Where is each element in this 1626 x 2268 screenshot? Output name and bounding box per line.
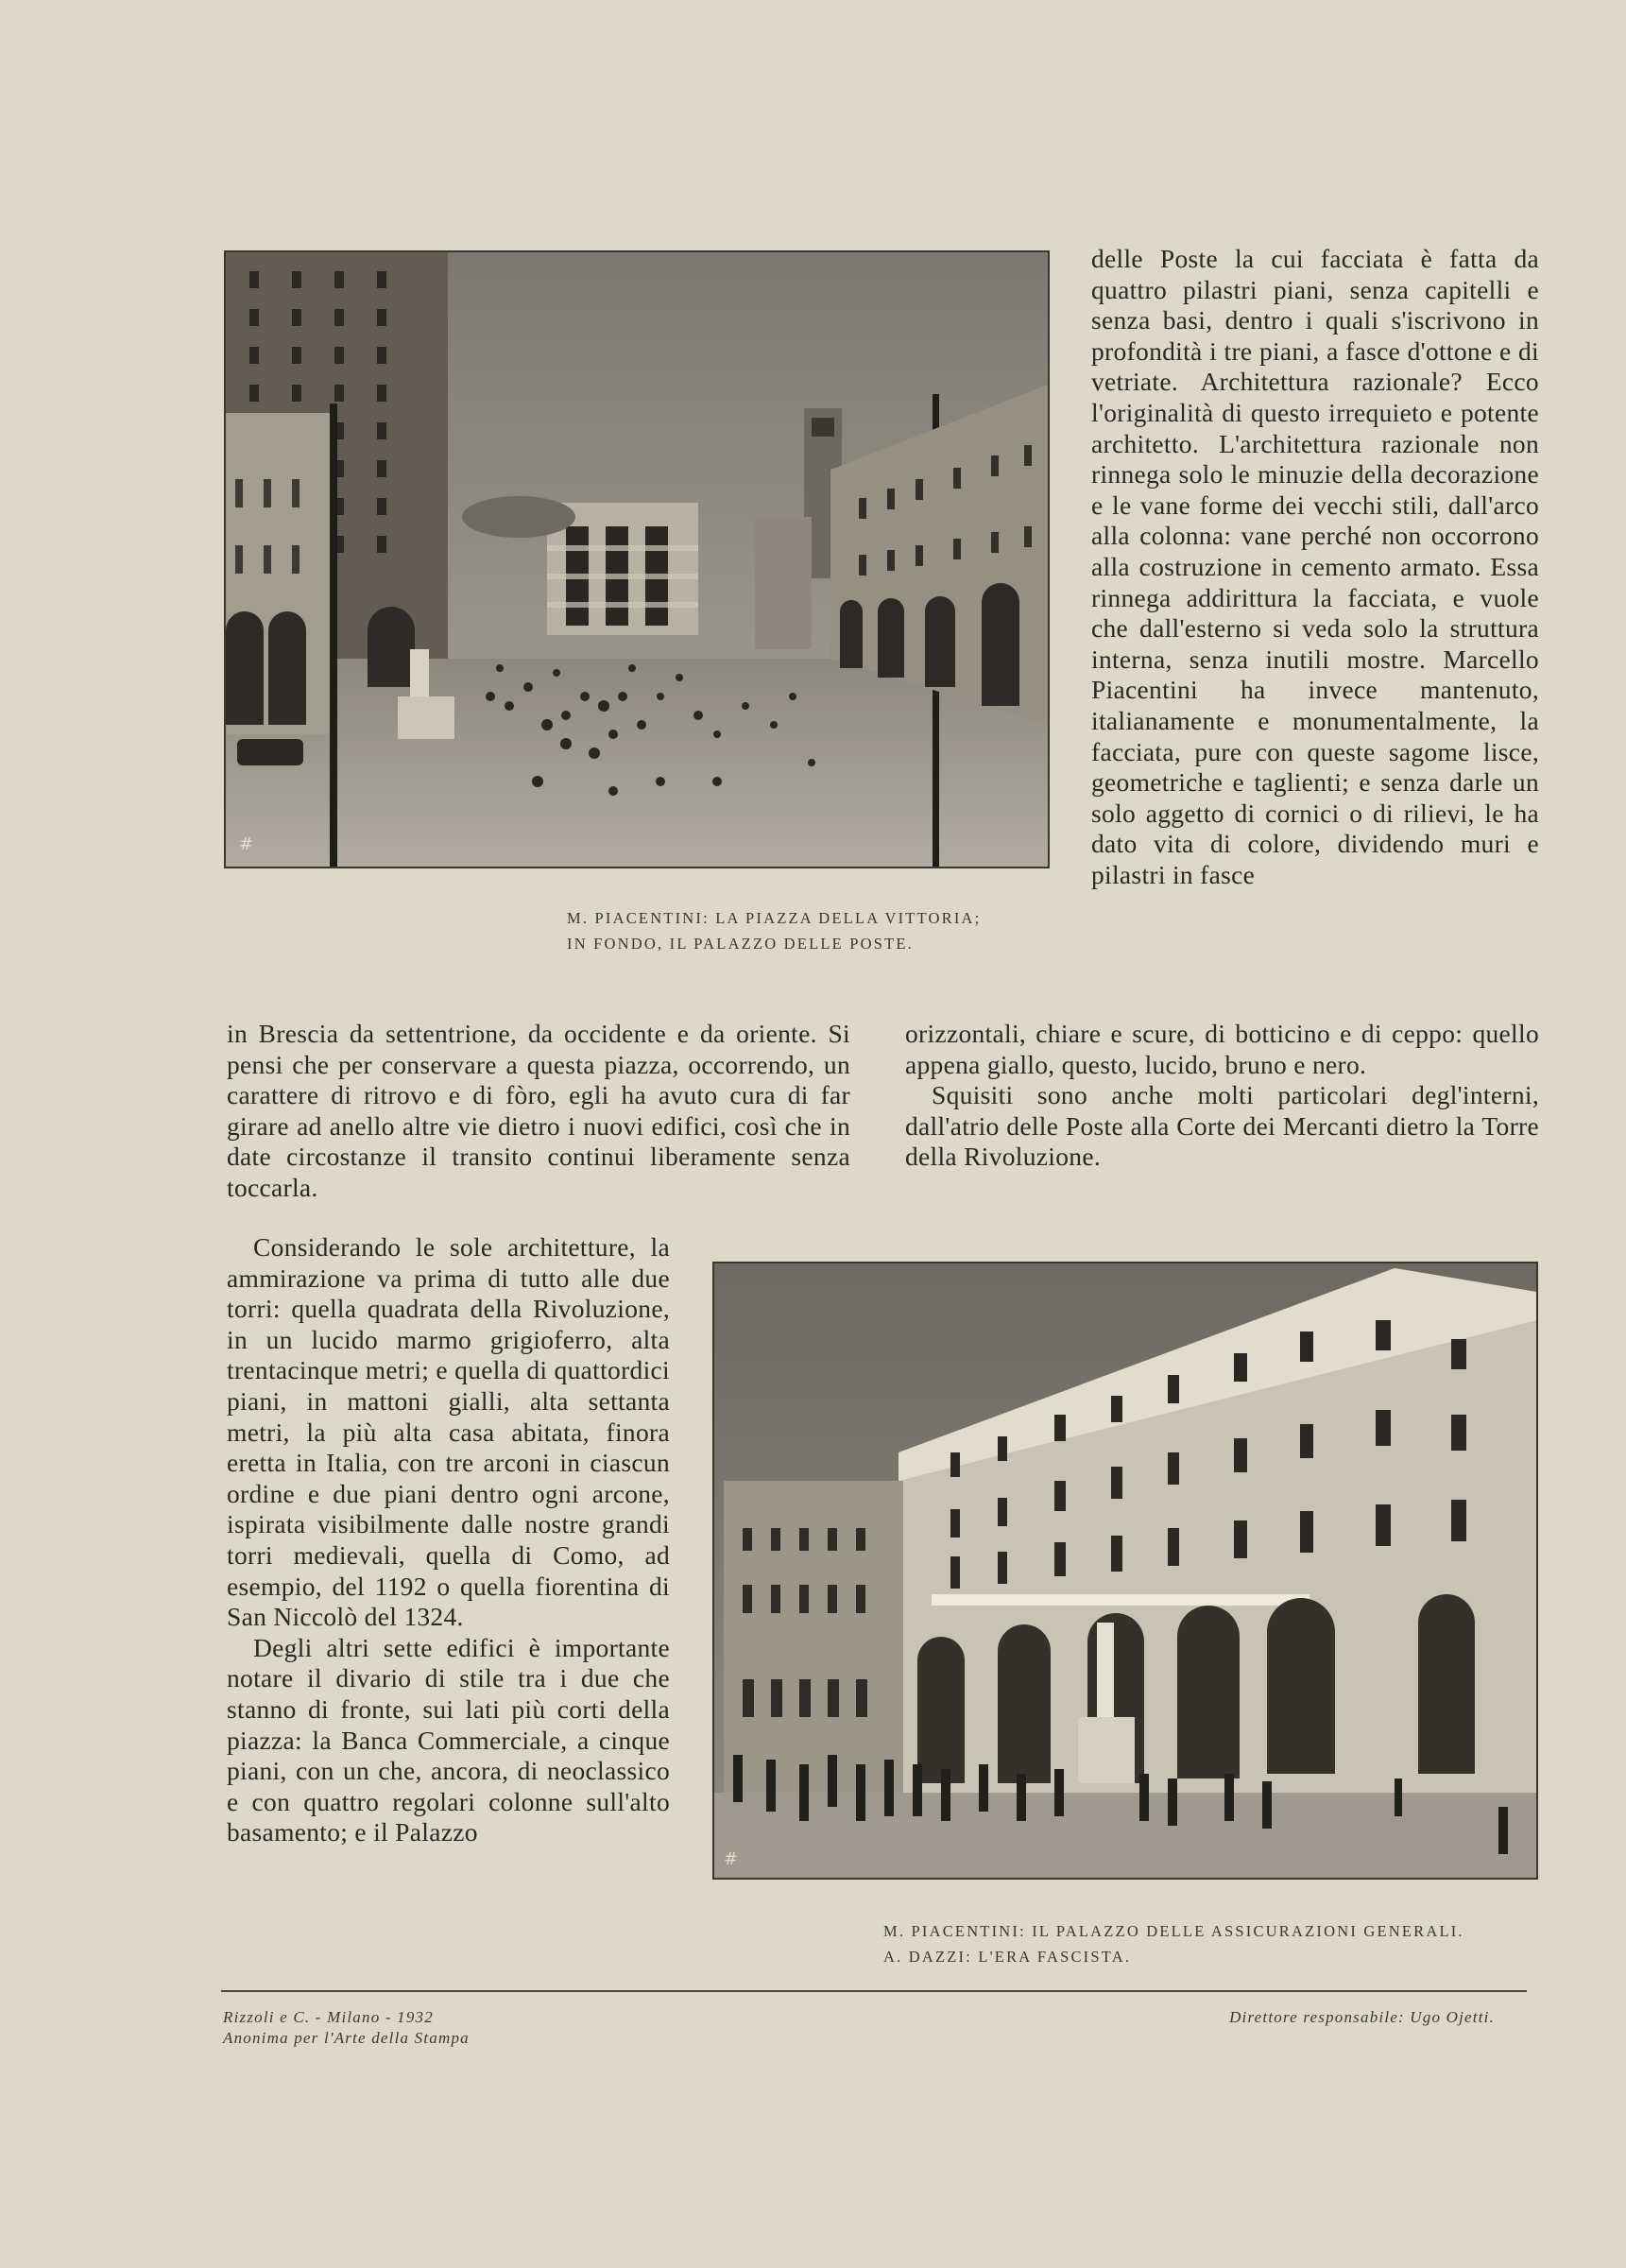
footer-line: Rizzoli e C. - Milano - 1932 [223, 2008, 434, 2026]
paragraph: Considerando le sole architetture, la ammirazione va prima di tutto alle due torri: quella quadrata della Rivoluzione, in un lucido marmo grigioferro, alta trentacinque metri; e quella di quattordici piani, in mattoni gialli, alta settanta metri, la più alta casa abitata, finora eretta in Italia, con tre arconi in ciascun ordine e due piani dentro ogni arcone, ispirata visibilmente dalle nostre grandi torri medievali, quella di Como, ad esempio, del 1192 o quella fiorentina di San Niccolò del 1324. [227, 1232, 670, 1632]
photo-mark: # [239, 834, 254, 854]
photo-mark: # [724, 1849, 739, 1869]
paragraph: Degli altri sette edifici è importante notare il divario di stile tra i due che stanno di fronte, sui lati più corti della piazza: la Banca Commerciale, a cinque piani, con un che, ancora, di neoclassico e con quattro regolari colonne sull'alto basamento; e il Palazzo [227, 1632, 670, 1847]
paragraph: orizzontali, chiare e scure, di botticino e di ceppo: quello appena giallo, questo, lucido, bruno e nero. [905, 1019, 1539, 1079]
text-column-right-mid [905, 1019, 1539, 1173]
paragraph: in Brescia da settentrione, da occidente e da oriente. Si pensi che per conservare a questa piazza, occorrendo, un carattere di ritrovo e di fòro, egli ha avuto cura di far girare ad anello altre vie dietro i nuovi edifici, così che in date circostanze il transito continui liberamente senza toccarla. [227, 1019, 850, 1202]
caption-line: M. PIACENTINI: LA PIAZZA DELLA VITTORIA; [567, 909, 982, 927]
footer-line: Anonima per l'Arte della Stampa [223, 2029, 470, 2047]
text-column-right-top [1091, 244, 1539, 890]
photo-caption-palazzo [883, 1918, 1535, 1969]
footer-director [1039, 2007, 1495, 2028]
piazza-photo-image [226, 252, 1048, 867]
photo-palazzo-assicurazioni [712, 1262, 1538, 1880]
photo-piazza-della-vittoria [224, 250, 1050, 868]
footer-divider [221, 1990, 1527, 1992]
text-column-left-mid [227, 1019, 850, 1204]
paragraph: Squisiti sono anche molti particolari degl'interni, dall'atrio delle Poste alla Corte dei Mercanti dietro la Torre della Rivoluzione. [905, 1080, 1539, 1172]
palazzo-photo-image [714, 1263, 1536, 1878]
paragraph: delle Poste la cui facciata è fatta da quattro pilastri piani, senza capitelli e senza basi, dentro i quali s'iscrivono in profondità i tre piani, a fasce d'ottone e di vetriate. Architettura razionale? Ecco l'originalità di questo irrequieto e potente architetto. L'architettura razionale non rinnega solo le minuzie della decorazione e le vane forme dei vecchi stili, dall'arco alla colonna: vane perché non occorrono alla costruzione in cemento armato. Essa rinnega addirittura la facciata, e vuole che dall'esterno si veda solo la struttura interna, senza inutili mostre. Marcello Piacentini ha invece mantenuto, italianamente e monumentalmente, la facciata, pure con queste sagome lisce, geometriche e taglienti; e senza darle un solo aggetto di cornici o di rilievi, le ha dato vita di colore, dividendo muri e pilastri in fasce [1091, 244, 1539, 889]
text-column-left-low [227, 1232, 670, 1848]
photo-caption-piazza [567, 905, 1039, 956]
footer-publisher [223, 2007, 790, 2049]
caption-line: M. PIACENTINI: IL PALAZZO DELLE ASSICURAZIONI GENERALI. [883, 1922, 1464, 1940]
caption-line: IN FONDO, IL PALAZZO DELLE POSTE. [567, 935, 914, 953]
footer-line: Direttore responsabile: Ugo Ojetti. [1229, 2008, 1495, 2026]
caption-line: A. DAZZI: L'ERA FASCISTA. [883, 1948, 1132, 1966]
